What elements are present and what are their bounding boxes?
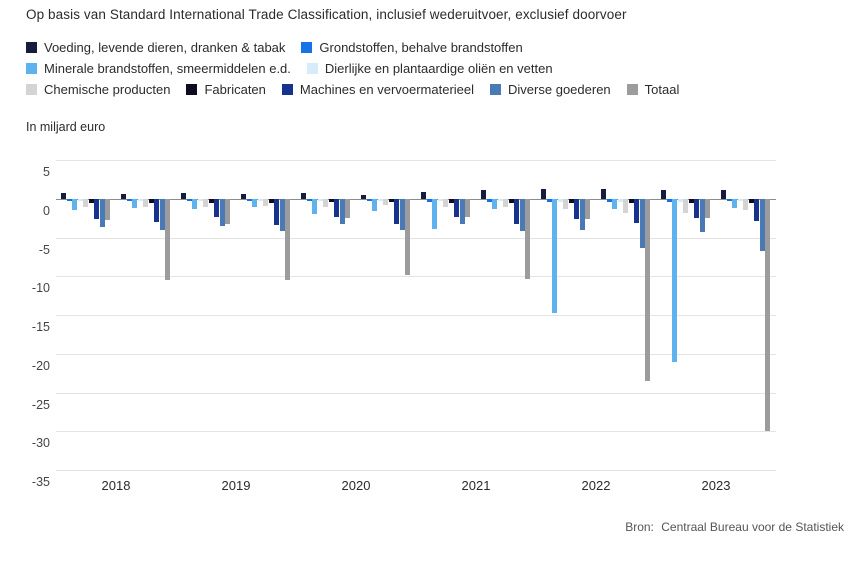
bar bbox=[138, 199, 143, 201]
bar bbox=[394, 199, 399, 224]
bar bbox=[89, 199, 94, 203]
source-label: Bron: bbox=[625, 520, 654, 534]
bar bbox=[400, 199, 405, 230]
bar bbox=[432, 199, 437, 229]
bar bbox=[760, 199, 765, 252]
x-axis-tick-label: 2020 bbox=[341, 478, 371, 493]
bar bbox=[149, 199, 154, 203]
legend-swatch-icon bbox=[26, 42, 37, 53]
bar bbox=[449, 199, 454, 203]
y-axis-tick-label: 0 bbox=[43, 203, 50, 218]
bars-container bbox=[56, 160, 776, 470]
gridline bbox=[56, 393, 776, 394]
bar bbox=[558, 199, 563, 202]
bar bbox=[127, 199, 132, 201]
bar bbox=[547, 199, 552, 202]
legend-swatch-icon bbox=[282, 84, 293, 95]
legend-item-machines-vervoermaterieel bbox=[282, 82, 474, 97]
bar bbox=[732, 199, 737, 208]
legend-row-1 bbox=[26, 40, 826, 55]
bar bbox=[503, 199, 508, 208]
source-note bbox=[625, 520, 844, 534]
bar bbox=[618, 199, 623, 202]
bar bbox=[661, 190, 666, 199]
bar bbox=[165, 199, 170, 280]
bar bbox=[623, 199, 628, 213]
x-axis-tick-label: 2022 bbox=[581, 478, 611, 493]
legend-item-diverse-goederen bbox=[490, 82, 611, 97]
bar bbox=[574, 199, 579, 219]
bar bbox=[252, 199, 257, 208]
y-axis-tick-label: -25 bbox=[31, 397, 50, 412]
bar bbox=[743, 199, 748, 210]
bar bbox=[383, 199, 388, 205]
x-axis-tick-label: 2023 bbox=[701, 478, 731, 493]
bar bbox=[280, 199, 285, 232]
legend-swatch-icon bbox=[26, 63, 37, 74]
gridline bbox=[56, 238, 776, 239]
legend-item-grondstoffen bbox=[301, 40, 522, 55]
source-value: Centraal Bureau voor de Statistiek bbox=[661, 520, 844, 534]
bar bbox=[672, 199, 677, 363]
legend-label: Minerale brandstoffen, smeermiddelen e.d. bbox=[44, 61, 291, 76]
legend-swatch-icon bbox=[26, 84, 37, 95]
bar bbox=[100, 199, 105, 227]
gridline bbox=[56, 354, 776, 355]
bar bbox=[340, 199, 345, 225]
gridline bbox=[56, 470, 776, 471]
bar bbox=[667, 199, 672, 202]
bar bbox=[72, 199, 77, 210]
bar bbox=[498, 199, 503, 201]
bar bbox=[629, 199, 634, 204]
y-axis-tick-label: -5 bbox=[38, 242, 50, 257]
bar bbox=[580, 199, 585, 230]
bar bbox=[678, 199, 683, 202]
bar bbox=[520, 199, 525, 231]
legend-swatch-icon bbox=[627, 84, 638, 95]
y-axis-tick-label: -15 bbox=[31, 320, 50, 334]
bar bbox=[269, 199, 274, 203]
bar bbox=[563, 199, 568, 209]
bar bbox=[421, 192, 426, 199]
bar bbox=[247, 199, 252, 201]
chart-legend bbox=[26, 40, 826, 103]
bar bbox=[83, 199, 88, 208]
bar bbox=[487, 199, 492, 202]
legend-item-totaal bbox=[627, 82, 680, 97]
bar bbox=[492, 199, 497, 209]
x-axis-tick-label: 2021 bbox=[461, 478, 491, 493]
bar bbox=[334, 199, 339, 217]
plot-area bbox=[0, 148, 866, 493]
bar bbox=[640, 199, 645, 248]
bar bbox=[301, 193, 306, 199]
bar bbox=[438, 199, 443, 201]
bar bbox=[749, 199, 754, 203]
bar bbox=[721, 190, 726, 199]
bar bbox=[541, 189, 546, 198]
bar bbox=[361, 195, 366, 199]
legend-swatch-icon bbox=[301, 42, 312, 53]
bar bbox=[67, 199, 72, 201]
bar bbox=[525, 199, 530, 280]
bar bbox=[307, 199, 312, 201]
bar bbox=[481, 190, 486, 199]
bar bbox=[612, 199, 617, 209]
bar bbox=[198, 199, 203, 201]
legend-item-minerale-brandstoffen bbox=[26, 61, 291, 76]
bar bbox=[705, 199, 710, 218]
legend-label: Dierlijke en plantaardige oliën en vetten bbox=[324, 61, 553, 76]
legend-item-chemische-producten bbox=[26, 82, 170, 97]
bar bbox=[274, 199, 279, 225]
bar bbox=[552, 199, 557, 313]
bar bbox=[143, 199, 148, 207]
legend-label: Totaal bbox=[644, 82, 680, 97]
chart-subtitle: Op basis van Standard International Trade Classification, inclusief wederuitvoer, exclusief doorvoer bbox=[26, 7, 627, 22]
bar bbox=[258, 199, 263, 201]
bar bbox=[345, 199, 350, 218]
gridline bbox=[56, 276, 776, 277]
bar bbox=[634, 199, 639, 223]
bar bbox=[427, 199, 432, 202]
legend-label: Grondstoffen, behalve brandstoffen bbox=[319, 40, 523, 55]
legend-row-2 bbox=[26, 61, 826, 76]
bar bbox=[694, 199, 699, 218]
legend-label: Chemische producten bbox=[44, 82, 171, 97]
bar bbox=[389, 199, 394, 202]
bar bbox=[454, 199, 459, 217]
y-axis-units-label: In miljard euro bbox=[26, 120, 106, 134]
bar bbox=[683, 199, 688, 213]
legend-item-olien-vetten bbox=[307, 61, 553, 76]
bar bbox=[645, 199, 650, 381]
bar bbox=[607, 199, 612, 202]
bar bbox=[214, 199, 219, 218]
legend-swatch-icon bbox=[490, 84, 501, 95]
bar bbox=[367, 199, 372, 201]
y-axis-tick-label: -35 bbox=[31, 475, 50, 489]
bar bbox=[585, 199, 590, 219]
x-axis-labels bbox=[56, 478, 776, 500]
legend-row-3 bbox=[26, 82, 826, 97]
bar bbox=[765, 199, 770, 432]
bar bbox=[263, 199, 268, 206]
gridline bbox=[56, 431, 776, 432]
bar bbox=[61, 193, 66, 198]
gridline bbox=[56, 315, 776, 316]
bar bbox=[323, 199, 328, 207]
y-axis-tick-label: -20 bbox=[31, 358, 50, 373]
y-axis-ticks bbox=[0, 160, 50, 489]
bar bbox=[192, 199, 197, 209]
bar bbox=[378, 199, 383, 201]
bar bbox=[105, 199, 110, 220]
bar bbox=[372, 199, 377, 211]
x-axis-tick-label: 2019 bbox=[221, 478, 251, 493]
bar bbox=[754, 199, 759, 221]
bar bbox=[187, 199, 192, 201]
bar bbox=[241, 194, 246, 199]
bar bbox=[203, 199, 208, 208]
bar bbox=[601, 189, 606, 199]
bar bbox=[700, 199, 705, 232]
bar bbox=[154, 199, 159, 222]
bar bbox=[220, 199, 225, 226]
gridline bbox=[56, 160, 776, 161]
bar bbox=[225, 199, 230, 224]
legend-item-fabricaten bbox=[186, 82, 265, 97]
bar bbox=[160, 199, 165, 230]
legend-label: Machines en vervoermaterieel bbox=[299, 82, 475, 97]
bar bbox=[78, 199, 83, 201]
bar bbox=[285, 199, 290, 280]
bar bbox=[460, 199, 465, 225]
bar bbox=[318, 199, 323, 201]
bar bbox=[405, 199, 410, 276]
bar bbox=[312, 199, 317, 215]
bar bbox=[443, 199, 448, 207]
legend-swatch-icon bbox=[307, 63, 318, 74]
bar bbox=[132, 199, 137, 208]
bar bbox=[121, 194, 126, 199]
bar bbox=[209, 199, 214, 203]
y-axis-tick-label: -10 bbox=[31, 281, 50, 296]
bar bbox=[727, 199, 732, 201]
x-axis-tick-label: 2018 bbox=[101, 478, 131, 493]
legend-label: Voeding, levende dieren, dranken & tabak bbox=[44, 40, 286, 55]
bar bbox=[509, 199, 514, 203]
bar bbox=[514, 199, 519, 225]
bar bbox=[465, 199, 470, 217]
legend-label: Diverse goederen bbox=[508, 82, 611, 97]
bar bbox=[181, 193, 186, 198]
legend-swatch-icon bbox=[186, 84, 197, 95]
y-axis-tick-label: -30 bbox=[31, 436, 50, 451]
bar bbox=[329, 199, 334, 202]
legend-item-voeding bbox=[26, 40, 285, 55]
bar bbox=[738, 199, 743, 201]
bar bbox=[94, 199, 99, 219]
bar bbox=[689, 199, 694, 204]
bar bbox=[569, 199, 574, 204]
y-axis-tick-label: 5 bbox=[43, 165, 50, 179]
legend-label: Fabricaten bbox=[204, 82, 266, 97]
